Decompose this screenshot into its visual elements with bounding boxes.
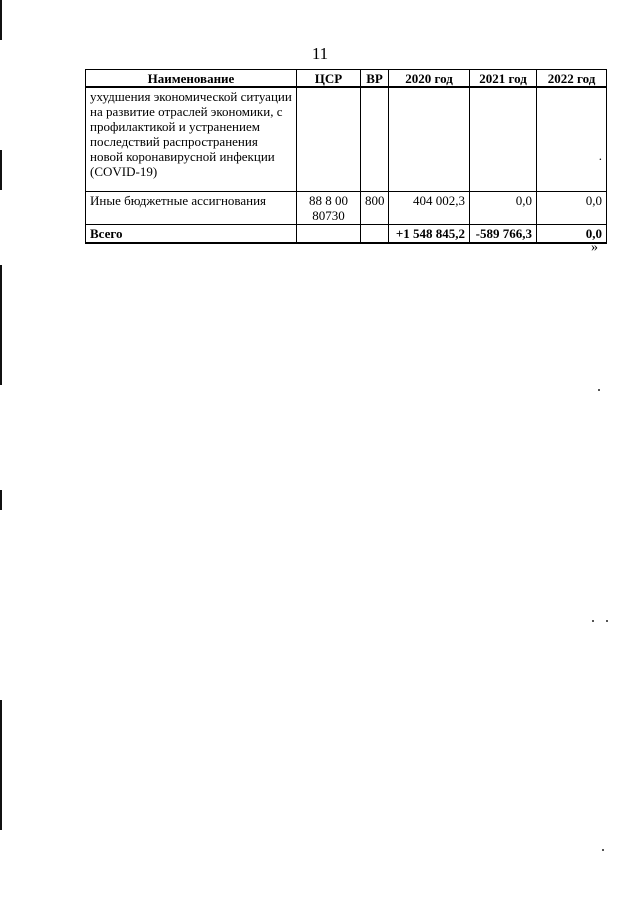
- cell-2020: 404 002,3: [389, 192, 470, 225]
- scan-margin-line: [0, 700, 2, 830]
- cell-2022: 0,0: [537, 192, 607, 225]
- scan-margin-line: [0, 150, 2, 190]
- cell-2021: [470, 87, 537, 192]
- scan-margin-line: [0, 0, 2, 40]
- closing-quote: »: [591, 240, 598, 255]
- scan-margin-line: [0, 490, 2, 510]
- header-2021: 2021 год: [470, 70, 537, 88]
- table-row: [86, 192, 607, 225]
- header-2022: 2022 год: [537, 70, 607, 88]
- cell-csr: 88 8 00 80730: [297, 192, 361, 225]
- header-2020: 2020 год: [389, 70, 470, 88]
- page-number: 11: [311, 44, 329, 63]
- total-2020: +1 548 845,2: [389, 225, 470, 244]
- scan-speck: [598, 389, 600, 391]
- cell-2022: [537, 87, 607, 192]
- scan-speck: [602, 849, 604, 851]
- header-csr: ЦСР: [297, 70, 361, 88]
- stray-dot: .: [598, 148, 602, 163]
- total-label: Всего: [86, 225, 297, 244]
- scan-speck: [606, 620, 608, 622]
- table-header-row: [86, 70, 607, 88]
- total-csr: [297, 225, 361, 244]
- header-name: Наименование: [86, 70, 297, 88]
- budget-table: [85, 69, 607, 244]
- cell-vr: 800: [361, 192, 389, 225]
- table-total-row: [86, 225, 607, 244]
- scan-margin-line: [0, 265, 2, 385]
- cell-2020: [389, 87, 470, 192]
- cell-name: Иные бюджетные ассигнования: [86, 192, 297, 225]
- table-row: [86, 87, 607, 192]
- header-vr: ВР: [361, 70, 389, 88]
- scan-speck: [592, 620, 594, 622]
- cell-2021: 0,0: [470, 192, 537, 225]
- total-vr: [361, 225, 389, 244]
- cell-csr: [297, 87, 361, 192]
- cell-vr: [361, 87, 389, 192]
- total-2022: 0,0: [537, 225, 607, 244]
- total-2021: -589 766,3: [470, 225, 537, 244]
- cell-name: ухудшения экономической ситуации на развитие отраслей экономики, с профилактикой и устранением последствий распространения новой коронавирусной инфекции (COVID-19): [86, 87, 297, 192]
